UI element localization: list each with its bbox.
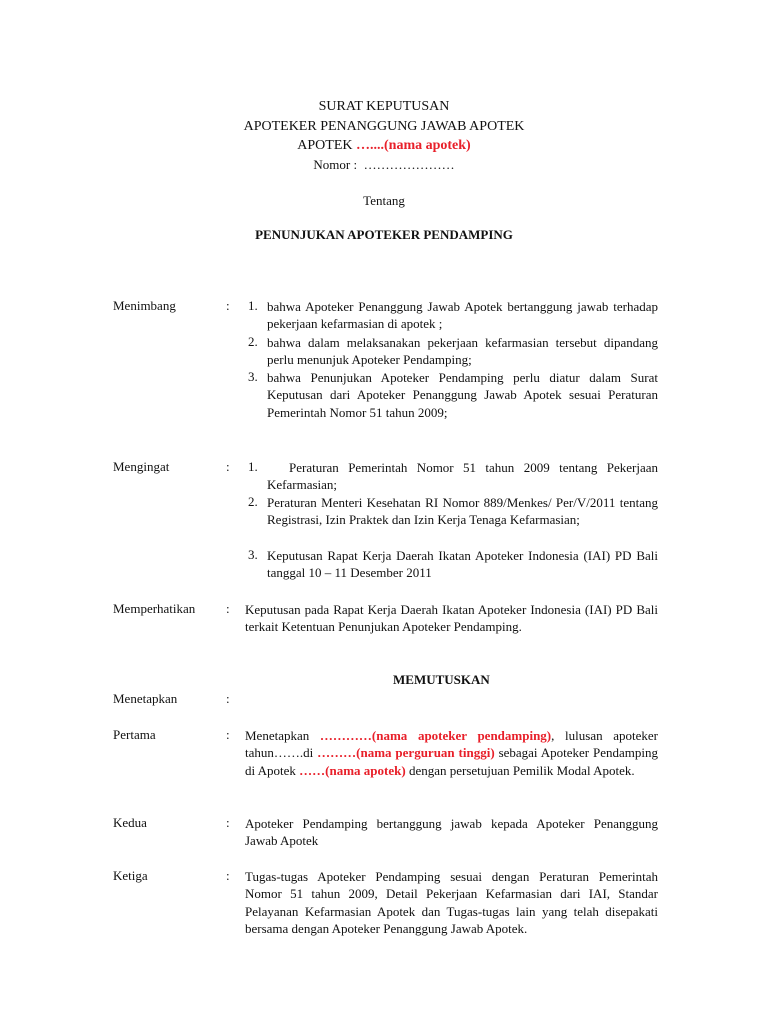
ketiga-label: Ketiga bbox=[113, 868, 148, 883]
tentang-label: Tentang bbox=[363, 193, 405, 208]
pertama-label: Pertama bbox=[113, 727, 156, 742]
memperhatikan-label: Memperhatikan bbox=[113, 601, 196, 616]
pertama-text-3: sebagai Apoteker Pendamping di Apotek bbox=[245, 745, 658, 778]
pertama-nama-apotek-placeholder: ……(nama apotek) bbox=[299, 762, 406, 778]
menimbang-num-1: 1. bbox=[248, 298, 258, 313]
title-line-3 bbox=[0, 138, 768, 154]
title-line-1: SURAT KEPUTUSAN bbox=[318, 99, 450, 114]
nomor-label: Nomor : bbox=[313, 157, 358, 172]
mengingat-num-3: 3. bbox=[248, 547, 258, 562]
kedua-label: Kedua bbox=[113, 815, 147, 830]
pertama-text-1: Menetapkan bbox=[245, 728, 320, 743]
pertama-colon: : bbox=[226, 727, 230, 742]
nomor-value: ………………… bbox=[363, 157, 455, 172]
menetapkan-label: Menetapkan bbox=[113, 691, 178, 706]
pertama-text-2: , lulusan apoteker tahun…….di bbox=[245, 728, 658, 761]
menimbang-item-1: bahwa Apoteker Penanggung Jawab Apotek bertanggung jawab terhadap pekerjaan kefarmasian di apotek ; bbox=[267, 299, 658, 332]
title-line-2: APOTEKER PENANGGUNG JAWAB APOTEK bbox=[243, 119, 525, 134]
kedua-text: Apoteker Pendamping bertanggung jawab kepada Apoteker Penanggung Jawab Apotek bbox=[245, 816, 658, 849]
mengingat-colon: : bbox=[226, 459, 230, 474]
memperhatikan-colon: : bbox=[226, 601, 230, 616]
mengingat-item-3: Keputusan Rapat Kerja Daerah Ikatan Apoteker Indonesia (IAI) PD Bali tanggal 10 – 11 Desember 2011 bbox=[267, 548, 658, 581]
menimbang-item-2: bahwa dalam melaksanakan pekerjaan kefarmasian tersebut dipandang perlu menunjuk Apoteker Pendamping; bbox=[267, 335, 658, 368]
nama-apoteker-pendamping-placeholder: …………(nama apoteker pendamping) bbox=[319, 728, 552, 743]
title-apotek-prefix: APOTEK bbox=[297, 138, 356, 153]
pertama-text-4: dengan persetujuan Pemilik Modal Apotek. bbox=[405, 762, 635, 778]
memutuskan-heading: MEMUTUSKAN bbox=[393, 672, 490, 687]
mengingat-num-1: 1. bbox=[248, 459, 258, 474]
nama-apotek-placeholder: …....(nama apotek) bbox=[356, 138, 471, 153]
menetapkan-colon: : bbox=[226, 691, 230, 706]
mengingat-num-2: 2. bbox=[248, 494, 258, 509]
ketiga-colon: : bbox=[226, 868, 230, 883]
kedua-colon: : bbox=[226, 815, 230, 830]
mengingat-item-1: Peraturan Pemerintah Nomor 51 tahun 2009 tentang Pekerjaan Kefarmasian; bbox=[267, 460, 658, 493]
pertama-text bbox=[245, 727, 658, 779]
menimbang-label: Menimbang bbox=[113, 298, 176, 313]
nama-perguruan-tinggi-placeholder: ………(nama perguruan tinggi) bbox=[317, 745, 495, 761]
subject-heading: PENUNJUKAN APOTEKER PENDAMPING bbox=[255, 227, 513, 242]
menimbang-num-3: 3. bbox=[248, 369, 258, 384]
nomor-line bbox=[0, 157, 768, 173]
menimbang-colon: : bbox=[226, 298, 230, 313]
ketiga-text: Tugas-tugas Apoteker Pendamping sesuai dengan Peraturan Pemerintah Nomor 51 tahun 2009, Detail Pekerjaan Kefarmasian dari IAI, Standar Pelayanan Kefarmasian Apotek dan Tugas-tugas lain yang telah disepakati bersama dengan Apoteker Penanggung Jawab Apotek. bbox=[245, 869, 658, 937]
mengingat-label: Mengingat bbox=[113, 459, 170, 474]
menimbang-item-3: bahwa Penunjukan Apoteker Pendamping perlu diatur dalam Surat Keputusan dari Apoteker Penanggung Jawab Apotek sesuai Peraturan Pemerintah Nomor 51 tahun 2009; bbox=[267, 370, 658, 420]
menimbang-num-2: 2. bbox=[248, 334, 258, 349]
memperhatikan-text: Keputusan pada Rapat Kerja Daerah Ikatan Apoteker Indonesia (IAI) PD Bali terkait Ketentuan Penunjukan Apoteker Pendamping. bbox=[245, 602, 658, 635]
mengingat-item-2: Peraturan Menteri Kesehatan RI Nomor 889/Menkes/ Per/V/2011 tentang Registrasi, Izin Praktek dan Izin Kerja Tenaga Kefarmasian; bbox=[267, 495, 658, 528]
